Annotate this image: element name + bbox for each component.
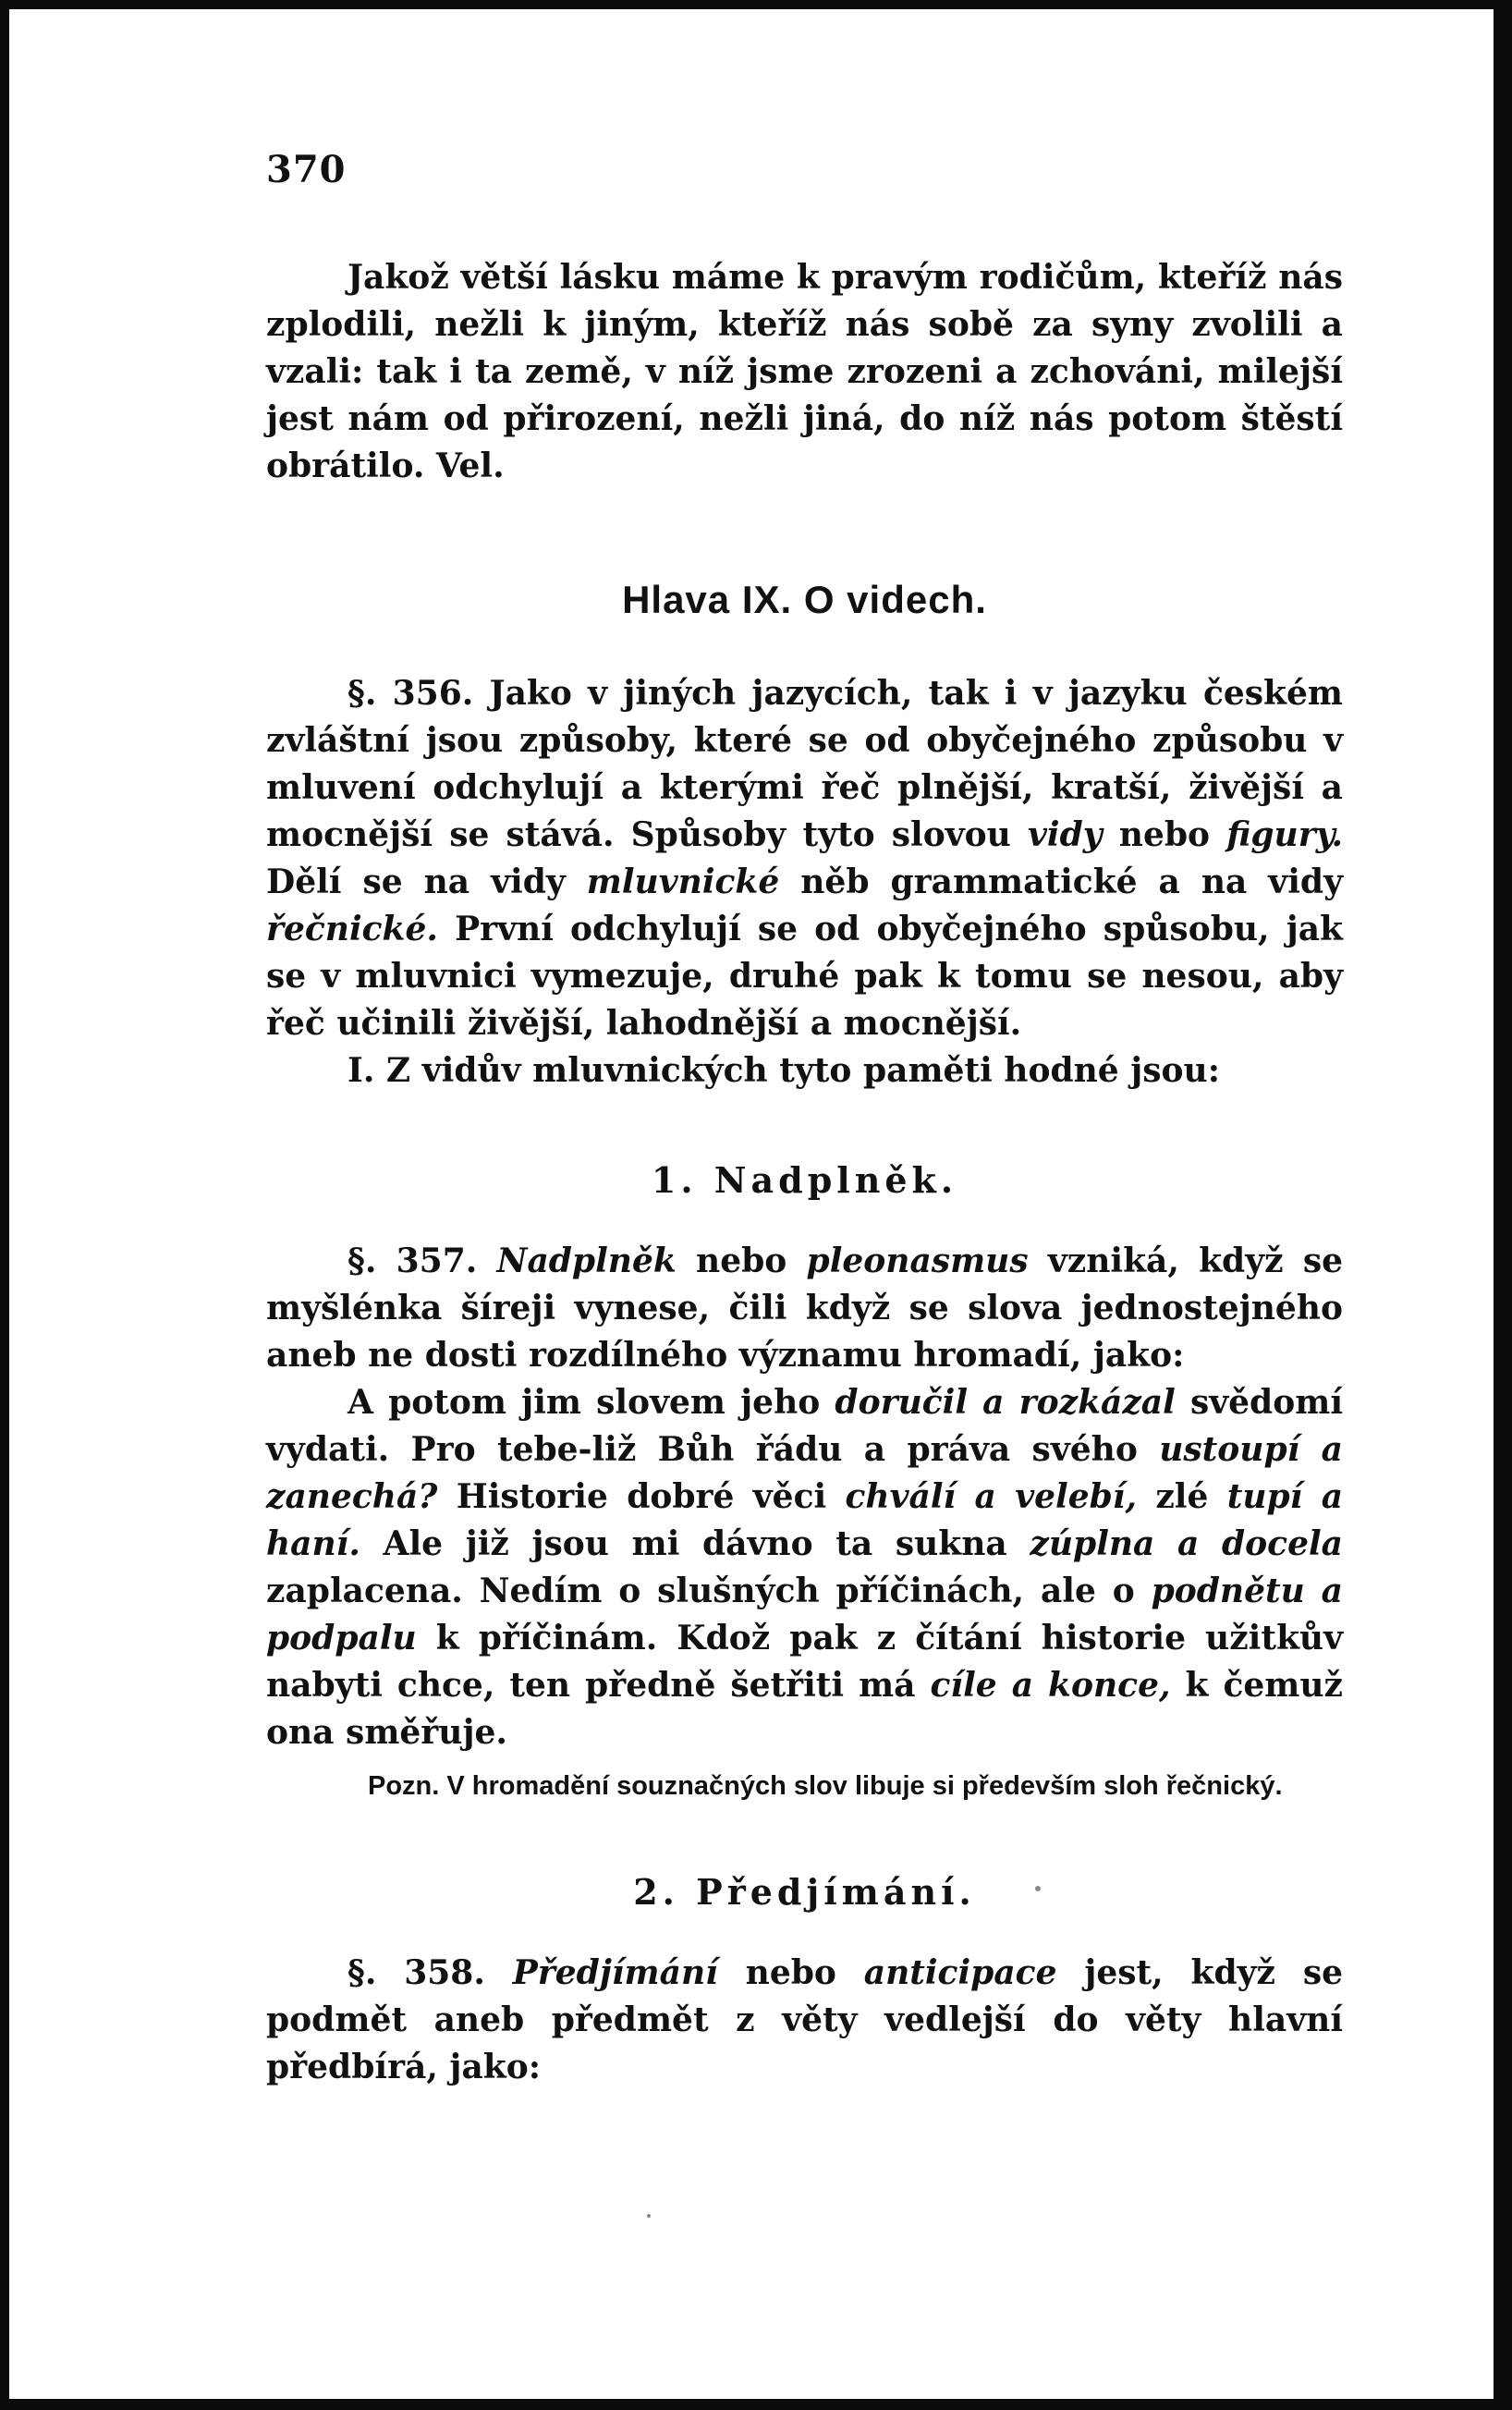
text-run: nebo: [1102, 815, 1227, 854]
italic-term: figury.: [1226, 815, 1344, 854]
italic-term: tupí a haní.: [266, 1477, 1344, 1563]
text-run: Dělí se na vidy: [266, 862, 587, 901]
text-run: něb grammatické a na vidy: [779, 862, 1343, 901]
italic-term: zúplna a docela: [1030, 1524, 1343, 1563]
italic-term: vidy: [1027, 815, 1103, 854]
page-number: 370: [266, 148, 347, 191]
italic-term: mluvnické: [586, 862, 780, 901]
text-run: k čemuž ona směřuje.: [266, 1666, 1343, 1752]
text-run: Historie dobré věci: [437, 1477, 846, 1516]
section-357-examples: [266, 1379, 1343, 1756]
text-run: nebo: [676, 1242, 807, 1280]
italic-term: pleonasmus: [806, 1242, 1029, 1280]
text-run: Ale již jsou mi dávno ta sukna: [360, 1524, 1030, 1563]
italic-term: cíle a konce,: [930, 1666, 1171, 1705]
book-page: [266, 148, 1343, 2091]
section-number: §. 356.: [348, 674, 474, 713]
text-run: zlé: [1137, 1477, 1227, 1516]
section-number: §. 358.: [348, 1953, 485, 1992]
intro-paragraph: Jakož větší lásku máme k pravým rodičům, kteříž nás zplodili, nežli k jiným, kteříž nás sobě za syny zvolili a vzali: tak i ta země, v níž jsme zrozeni a zchováni, milejší jest nám od přirození, nežli jiná, do níž nás potom štěstí obrátilo. Vel.: [266, 258, 1343, 485]
section-heading-predjimani: 2. Předjímání.: [633, 1871, 976, 1913]
footnote-pozn: Pozn. V hromadění souznačných slov libuje si především sloh řečnický.: [368, 1771, 1283, 1801]
italic-term: Předjímání: [512, 1953, 718, 1992]
text-run: zaplacena. Nedím o slušných příčinách, ale o: [266, 1572, 1152, 1610]
text-run: A potom jim slovem jeho: [348, 1383, 835, 1422]
section-358-paragraph: [266, 1950, 1343, 2091]
chapter-heading: Hlava IX. O videch.: [622, 578, 987, 621]
section-heading-nadplnek: 1. Nadplněk.: [651, 1159, 958, 1201]
text-run: Jako v jiných jazycích, tak i v jazyku českém zvláštní jsou způsoby, které se od obyčejného způsobu v mluvení odchylují a kterými řeč plnější, kratší, živější a mocnější se stává. Spůsoby tyto slovou: [266, 674, 1343, 854]
text-run: nebo: [717, 1953, 864, 1992]
scan-speck: [647, 2214, 651, 2218]
italic-term: anticipace: [863, 1953, 1057, 1992]
text-run: vzniká, když se myšlénka šíreji vynese, čili když se slova jednostejného aneb ne dosti rozdílného významu hromadí, jako:: [266, 1242, 1343, 1375]
section-357-paragraph: [266, 1238, 1343, 1379]
text-run: jest, když se podmět aneb předmět z věty vedlejší do věty hlavní předbírá, jako:: [266, 1953, 1343, 2086]
text-run: svědomí vydati. Pro tebe-liž Bůh řádu a práva svého: [266, 1383, 1343, 1469]
italic-term: chválí a velebí,: [845, 1477, 1137, 1516]
italic-term: doručil a rozkázal: [835, 1383, 1176, 1422]
scan-edge-strip: [1494, 0, 1512, 2410]
section-356-paragraph: [266, 670, 1343, 1047]
text-run: První odchylují se od obyčejného spůsobu, jak se v mluvnici vymezuje, druhé pak k tomu se nesou, aby řeč učinili živější, lahodnější a mocnější.: [266, 910, 1343, 1043]
text-run: k příčinám. Kdož pak z čítání historie užitkův nabyti chce, ten předně šetřiti má: [266, 1619, 1343, 1705]
italic-term: Nadplněk: [496, 1242, 677, 1280]
section-356-subheading: I. Z vidův mluvnických tyto paměti hodné jsou:: [348, 1051, 1221, 1090]
italic-term: podnětu a podpalu: [266, 1572, 1343, 1658]
italic-term: ustoupí a zanechá?: [266, 1430, 1343, 1516]
italic-term: řečnické.: [266, 910, 438, 948]
section-number: §. 357.: [348, 1242, 478, 1280]
